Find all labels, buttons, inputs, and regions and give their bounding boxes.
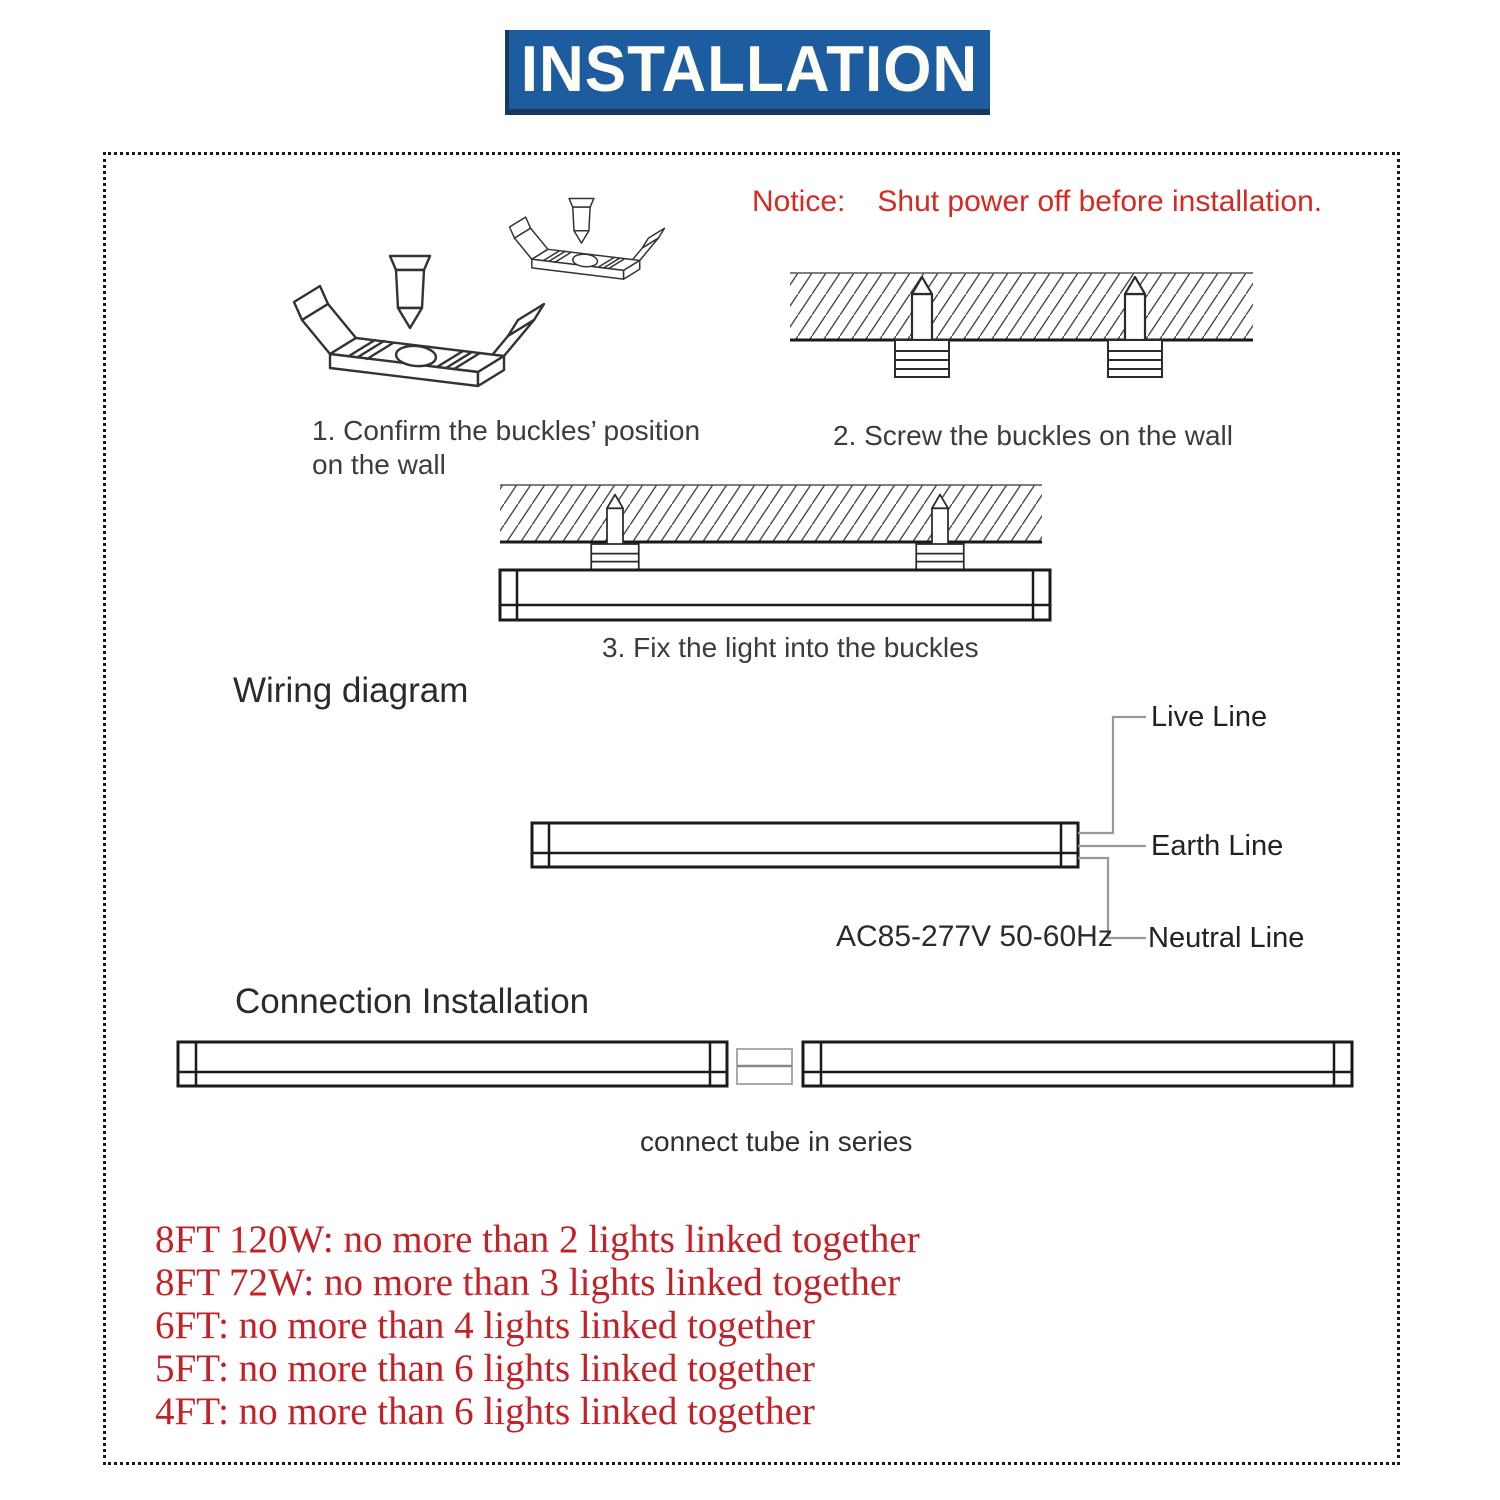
notice-text: Shut power off before installation.: [877, 185, 1323, 218]
notice: [752, 185, 1322, 219]
page-title: INSTALLATION: [520, 33, 979, 106]
connection-heading: Connection Installation: [235, 982, 590, 1021]
header-banner: [505, 30, 990, 115]
step1-caption: [312, 414, 742, 481]
power-spec-label: AC85-277V 50-60Hz: [836, 920, 1113, 953]
limit-item: 8FT 72W: no more than 3 lights linked together: [155, 1261, 901, 1304]
step1-caption-line1: 1. Confirm the buckles’ position: [312, 415, 701, 446]
step1-caption-line2: on the wall: [312, 448, 446, 480]
notice-label: Notice:: [752, 185, 846, 218]
limit-item: 6FT: no more than 4 lights linked together: [155, 1304, 815, 1347]
limit-item: 5FT: no more than 6 lights linked together: [155, 1347, 815, 1390]
limit-item: 4FT: no more than 6 lights linked together: [155, 1390, 815, 1433]
neutral-line-label: Neutral Line: [1148, 922, 1305, 954]
connection-caption: connect tube in series: [640, 1126, 913, 1157]
live-line-label: Live Line: [1151, 701, 1268, 733]
earth-line-label: Earth Line: [1151, 830, 1284, 862]
limits-list: [155, 1218, 920, 1433]
step3-caption: 3. Fix the light into the buckles: [602, 632, 979, 663]
limit-item: 8FT 120W: no more than 2 lights linked together: [155, 1218, 920, 1261]
wiring-heading: Wiring diagram: [233, 671, 469, 710]
step2-caption: 2. Screw the buckles on the wall: [833, 420, 1233, 451]
